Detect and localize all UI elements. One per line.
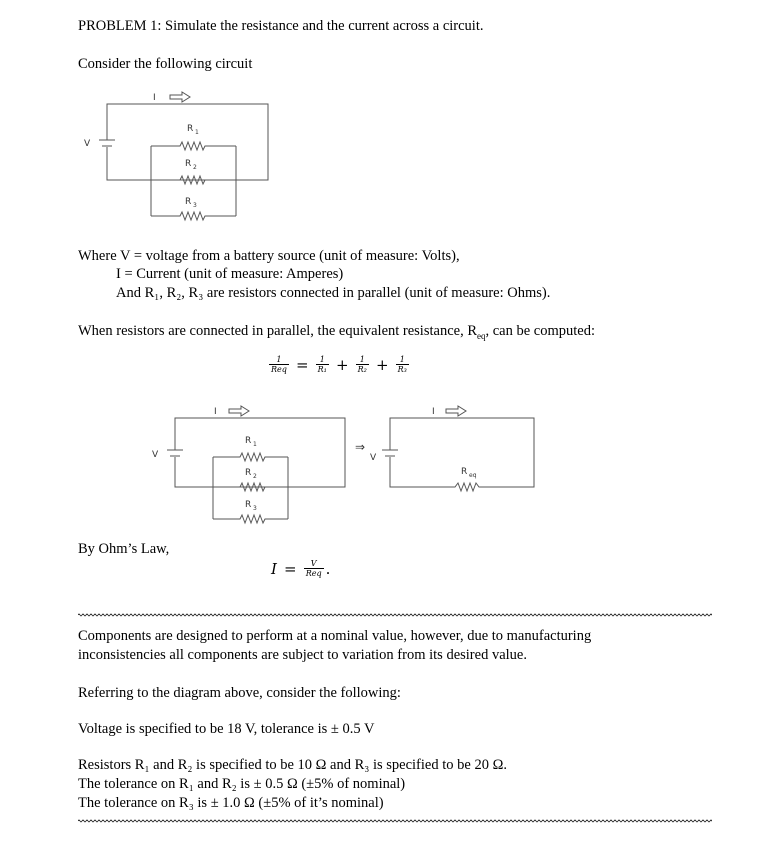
separator-line-bottom bbox=[78, 819, 712, 823]
ohms-law-text: By Ohm’s Law, bbox=[78, 541, 170, 557]
referring-text: Referring to the diagram above, consider the following: bbox=[78, 685, 401, 701]
r3-sub: 3 bbox=[193, 202, 197, 209]
r2-label: R bbox=[185, 159, 192, 169]
r3-label-2: R bbox=[245, 500, 252, 510]
formula-equivalent-resistance: $\frac{1}{\text{Req}}$ = $\frac{1}{\text{R₁}}$ + $\frac{1}{\text{R₂}}$ + $\frac{1}{\text{R₃}}$ bbox=[271, 355, 407, 374]
current-label: I bbox=[153, 93, 156, 103]
where-line-1: Where V = voltage from a battery source (unit of measure: Volts), bbox=[78, 248, 460, 264]
r2-label-2: R bbox=[245, 468, 252, 478]
req-label: R bbox=[461, 467, 468, 477]
r2-sub-2: 2 bbox=[253, 473, 257, 480]
req-sub: eq bbox=[469, 472, 477, 479]
current-label-3: I bbox=[432, 407, 435, 417]
paragraph-line-1: Components are designed to perform at a nominal value, however, due to manufacturing bbox=[78, 628, 592, 644]
circuit-diagram bbox=[0, 0, 770, 240]
resistor-spec-line-1: Resistors R₁ and R₂ is specified to be 10 Ω and R₃ is specified to be 20 Ω. bbox=[78, 757, 507, 773]
voltage-label-2: V bbox=[152, 450, 159, 460]
equivalent-circuit-diagram bbox=[0, 395, 770, 530]
r2-sub: 2 bbox=[193, 164, 197, 171]
implies-arrow: ⇒ bbox=[355, 440, 366, 454]
resistor-spec-line-2: The tolerance on R₁ and R₂ is ± 0.5 Ω (±5% of nominal) bbox=[78, 776, 406, 792]
r1-sub: 1 bbox=[195, 129, 199, 136]
r1-sub-2: 1 bbox=[253, 441, 257, 448]
r1-label: R bbox=[187, 124, 194, 134]
parallel-text: When resistors are connected in parallel, the equivalent resistance, $R_{eq}$, can be computed: bbox=[78, 323, 596, 341]
r3-label: R bbox=[185, 197, 192, 207]
r3-sub-2: 3 bbox=[253, 505, 257, 512]
voltage-label: V bbox=[84, 139, 91, 149]
where-line-2: I = Current (unit of measure: Amperes) bbox=[116, 266, 344, 282]
resistor-spec-line-3: The tolerance on R₃ is ± 1.0 Ω (±5% of it’s nominal) bbox=[78, 795, 384, 811]
voltage-spec: Voltage is specified to be 18 V, tolerance is ± 0.5 V bbox=[78, 721, 375, 737]
separator-line-top bbox=[78, 613, 712, 617]
current-label-2: I bbox=[214, 407, 217, 417]
formula-ohms-law: I = $\frac{V}{\text{Req}}$ . bbox=[271, 559, 331, 578]
problem-title: PROBLEM 1: Simulate the resistance and the current across a circuit. bbox=[78, 18, 484, 34]
paragraph-line-2: inconsistencies all components are subject to variation from its desired value. bbox=[78, 647, 527, 663]
voltage-label-3: V bbox=[370, 453, 377, 463]
r1-label-2: R bbox=[245, 436, 252, 446]
where-line-3: And R₁, R₂, R₃ are resistors connected in parallel (unit of measure: Ohms). bbox=[116, 285, 551, 301]
consider-text: Consider the following circuit bbox=[78, 56, 253, 72]
